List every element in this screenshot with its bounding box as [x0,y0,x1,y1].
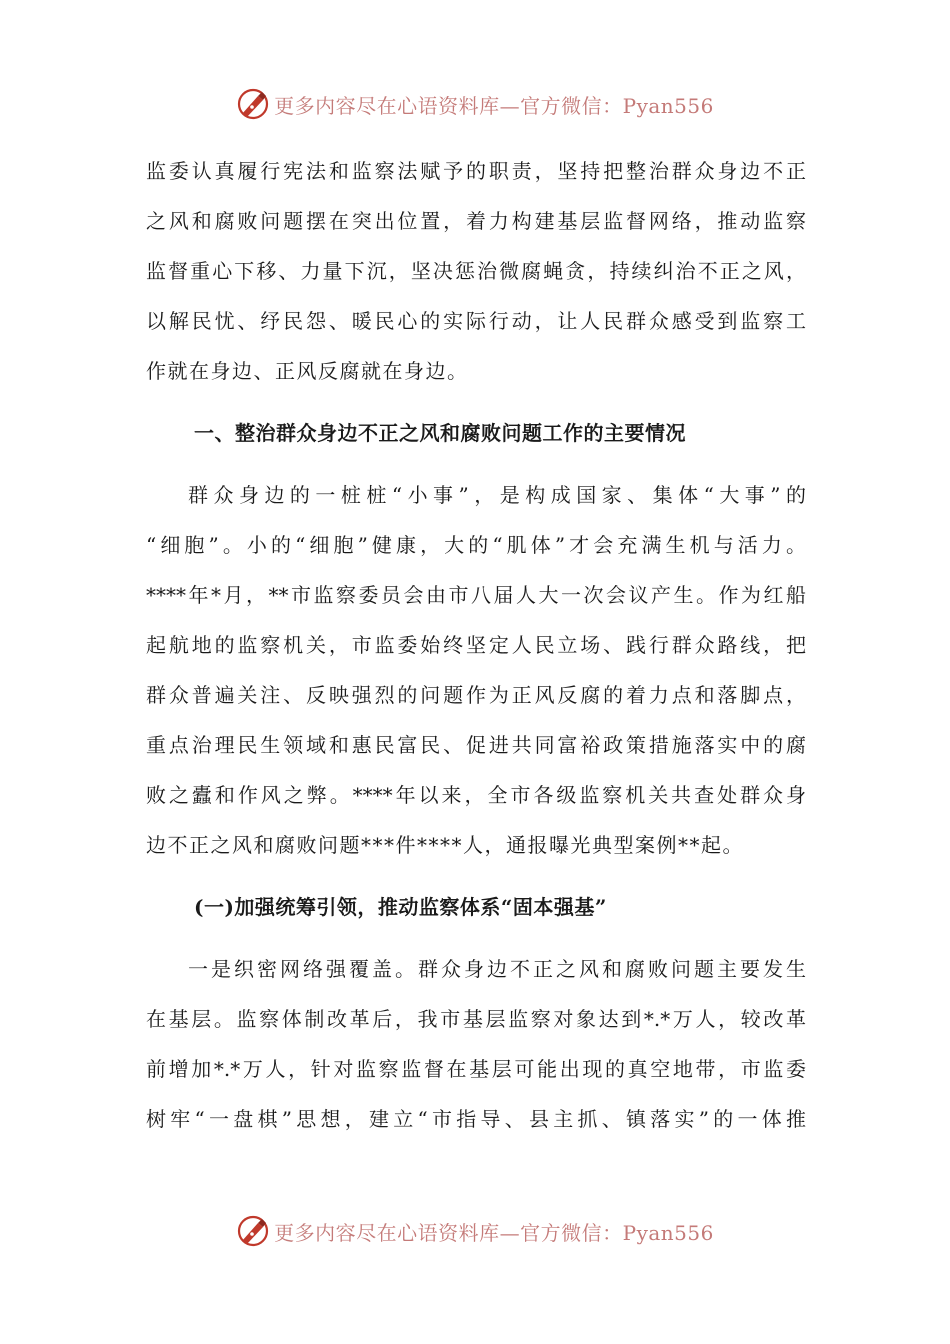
text-line: 之风和腐败问题摆在突出位置，着力构建基层监督网络，推动监察 [146,209,806,233]
text-line: ****年*月，**市监察委员会由市八届人大一次会议产生。作为红船 [146,583,806,607]
intro-paragraph [146,146,806,396]
text-line: 在基层。监察体制改革后，我市基层监察对象达到*.*万人，较改革 [146,1007,806,1031]
header-watermark-banner [0,84,950,124]
text-line: “细胞”。小的“细胞”健康，大的“肌体”才会充满生机与活力。 [146,533,806,557]
section-heading-1: 一、整治群众身边不正之风和腐败问题工作的主要情况 [194,421,686,445]
text-line: 边不正之风和腐败问题***件****人，通报曝光典型案例**起。 [146,833,744,857]
text-line: 一是织密网络强覆盖。群众身边不正之风和腐败问题主要发生 [188,957,806,981]
text-line: 树牢“一盘棋”思想，建立“市指导、县主抓、镇落实”的一体推 [146,1107,806,1131]
network-coverage-paragraph [146,944,806,1144]
text-line: 以解民忧、纾民怨、暖民心的实际行动，让人民群众感受到监察工 [146,309,806,333]
pen-nib-logo-icon [236,1214,270,1248]
text-line: 重点治理民生领域和惠民富民、促进共同富裕政策措施落实中的腐 [146,733,806,757]
watermark-text: 更多内容尽在心语资料库—官方微信：Pyan556 [274,93,714,118]
footer-watermark-banner [0,1211,950,1251]
document-body [146,146,806,1144]
text-line: 监委认真履行宪法和监察法赋予的职责，坚持把整治群众身边不正 [146,159,806,183]
text-line: 前增加*.*万人，针对监察监督在基层可能出现的真空地带，市监委 [146,1057,806,1081]
text-line: 起航地的监察机关，市监委始终坚定人民立场、践行群众路线，把 [146,633,806,657]
text-line: 败之蠹和作风之弊。****年以来，全市各级监察机关共查处群众身 [146,783,806,807]
watermark-text: 更多内容尽在心语资料库—官方微信：Pyan556 [274,1220,714,1245]
text-line: 群众身边的一桩桩“小事”，是构成国家、集体“大事”的 [188,483,806,507]
text-line: 群众普遍关注、反映强烈的问题作为正风反腐的着力点和落脚点， [146,683,806,707]
main-situation-paragraph [146,470,806,870]
section-heading-2: (一)加强统筹引领，推动监察体系“固本强基” [194,895,607,919]
text-line: 监督重心下移、力量下沉，坚决惩治微腐蝇贪，持续纠治不正之风， [146,259,806,283]
text-line: 作就在身边、正风反腐就在身边。 [146,359,469,383]
pen-nib-logo-icon [236,87,270,121]
